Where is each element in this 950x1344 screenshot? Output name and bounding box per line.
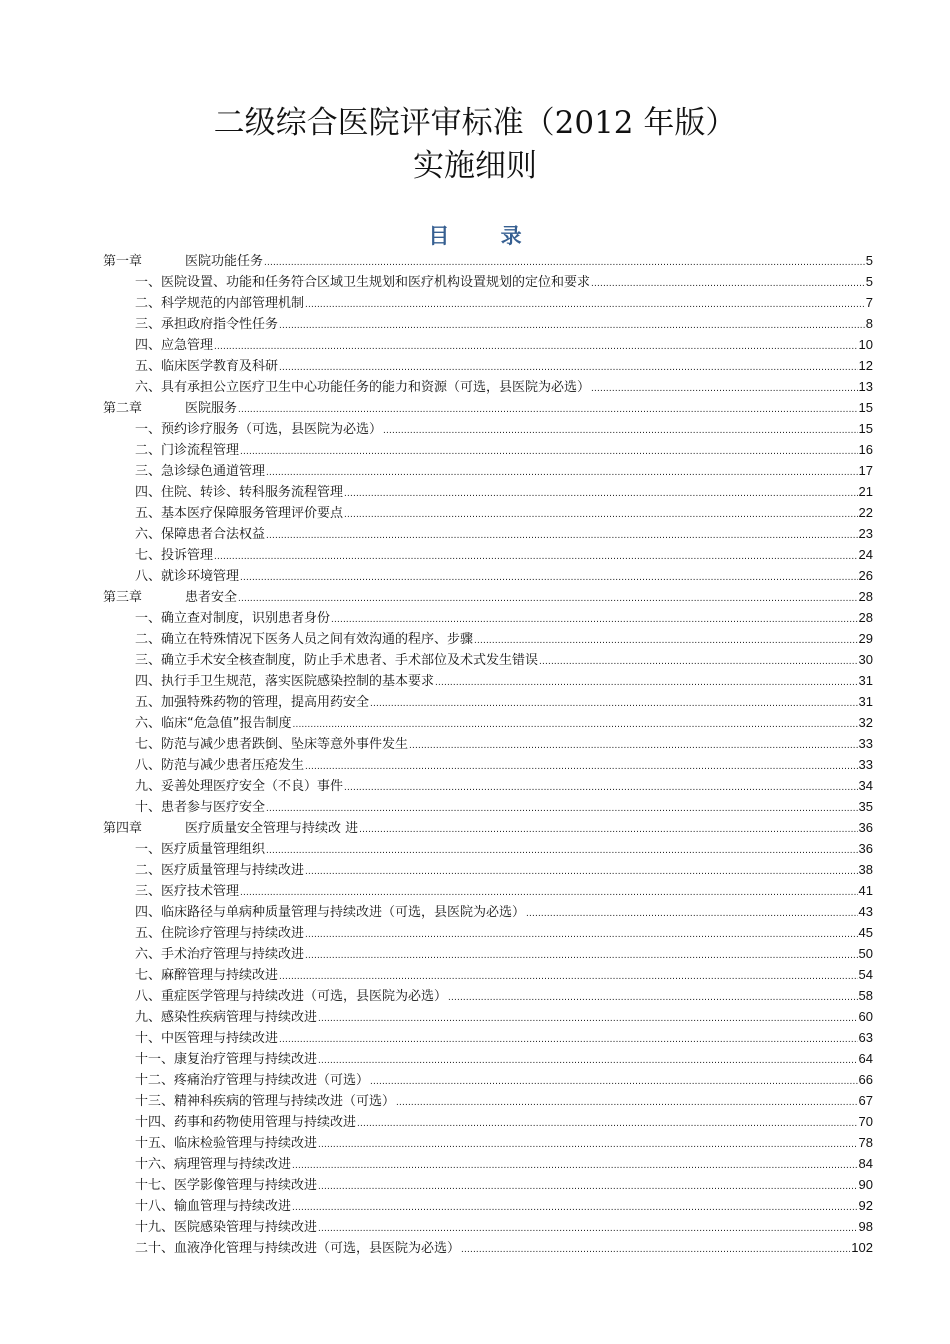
toc-entry-number: 十五、 bbox=[135, 1136, 175, 1151]
toc-entry-title: 临床路径与单病种质量管理与持续改进（可选，县医院为必选） bbox=[161, 905, 526, 920]
toc-section-entry[interactable] bbox=[103, 775, 873, 796]
toc-page-number: 34 bbox=[858, 778, 873, 793]
toc-page-number: 21 bbox=[858, 484, 873, 499]
toc-entry-number: 第二章 bbox=[103, 401, 143, 416]
toc-entry-number: 四、 bbox=[135, 905, 162, 920]
dot-leader bbox=[266, 525, 858, 546]
toc-section-entry[interactable] bbox=[103, 334, 873, 355]
dot-leader bbox=[240, 882, 858, 903]
toc-entry-number: 十三、 bbox=[135, 1094, 175, 1109]
toc-section-entry[interactable] bbox=[103, 922, 873, 943]
document-subtitle: 实施细则 bbox=[413, 148, 537, 184]
toc-entry-title: 临床“危急值”报告制度 bbox=[161, 716, 292, 731]
toc-entry-title: 门诊流程管理 bbox=[161, 443, 240, 458]
toc-entry-title: 住院、转诊、转科服务流程管理 bbox=[161, 485, 344, 500]
toc-entry-title: 急诊绿色通道管理 bbox=[161, 464, 266, 479]
toc-entry-number: 十二、 bbox=[135, 1073, 175, 1088]
toc-entry-number: 十九、 bbox=[135, 1220, 175, 1235]
toc-page-number: 38 bbox=[858, 862, 873, 877]
toc-entry-number: 二十、 bbox=[135, 1241, 175, 1256]
toc-entry-number: 六、 bbox=[135, 380, 162, 395]
toc-page-number: 36 bbox=[858, 841, 873, 856]
toc-entry-title: 手术治疗管理与持续改进 bbox=[161, 947, 305, 962]
toc-entry-number: 十六、 bbox=[135, 1157, 175, 1172]
dot-leader bbox=[539, 651, 858, 672]
dot-leader bbox=[318, 1176, 858, 1197]
toc-entry-number: 二、 bbox=[135, 863, 162, 878]
toc-page-number: 24 bbox=[858, 547, 873, 562]
toc-entry-number: 三、 bbox=[135, 464, 162, 479]
toc-entry-title: 医疗技术管理 bbox=[161, 884, 240, 899]
dot-leader bbox=[214, 546, 858, 567]
toc-page-number: 5 bbox=[865, 274, 873, 289]
toc-entry-number: 九、 bbox=[135, 1010, 162, 1025]
toc-entry-number: 三、 bbox=[135, 653, 162, 668]
toc-entry-number: 一、 bbox=[135, 275, 162, 290]
dot-leader bbox=[591, 378, 858, 399]
dot-leader bbox=[214, 336, 858, 357]
toc-page-number: 45 bbox=[858, 925, 873, 940]
dot-leader bbox=[264, 252, 865, 273]
toc-section-entry[interactable] bbox=[103, 670, 873, 691]
toc-section-entry[interactable] bbox=[103, 901, 873, 922]
toc-section-entry[interactable] bbox=[103, 943, 873, 964]
toc-page-number: 15 bbox=[858, 400, 873, 415]
toc-page-number: 16 bbox=[858, 442, 873, 457]
toc-entry-number: 一、 bbox=[135, 611, 162, 626]
toc-entry-number: 七、 bbox=[135, 968, 162, 983]
dot-leader bbox=[331, 609, 858, 630]
toc-section-entry[interactable] bbox=[103, 1174, 873, 1195]
toc-section-entry[interactable] bbox=[103, 481, 873, 502]
toc-section-entry[interactable] bbox=[103, 733, 873, 754]
toc-section-entry[interactable] bbox=[103, 502, 873, 523]
toc-section-entry[interactable] bbox=[103, 1195, 873, 1216]
toc-entry-title: 执行手卫生规范，落实医院感染控制的基本要求 bbox=[161, 674, 435, 689]
toc-page-number: 17 bbox=[858, 463, 873, 478]
toc-page-number: 31 bbox=[858, 673, 873, 688]
toc-page-number: 64 bbox=[858, 1051, 873, 1066]
toc-entry-title: 确立在特殊情况下医务人员之间有效沟通的程序、步骤 bbox=[161, 632, 474, 647]
toc-section-entry[interactable] bbox=[103, 712, 873, 733]
toc-entry-title: 预约诊疗服务（可选，县医院为必选） bbox=[161, 422, 383, 437]
toc-section-entry[interactable] bbox=[103, 1111, 873, 1132]
dot-leader bbox=[526, 903, 858, 924]
toc-entry-title: 麻醉管理与持续改进 bbox=[161, 968, 279, 983]
dot-leader bbox=[344, 504, 858, 525]
toc-section-entry[interactable] bbox=[103, 649, 873, 670]
toc-entry-title: 科学规范的内部管理机制 bbox=[161, 296, 305, 311]
toc-entry-title: 感染性疾病管理与持续改进 bbox=[161, 1010, 318, 1025]
toc-entry-number: 八、 bbox=[135, 758, 162, 773]
toc-section-entry[interactable] bbox=[103, 1027, 873, 1048]
toc-chapter-entry[interactable] bbox=[103, 817, 873, 838]
dot-leader bbox=[305, 924, 858, 945]
toc-entry-number: 十四、 bbox=[135, 1115, 175, 1130]
dot-leader bbox=[238, 588, 858, 609]
toc-entry-number: 八、 bbox=[135, 569, 162, 584]
toc-entry-number: 第三章 bbox=[103, 590, 143, 605]
dot-leader bbox=[292, 1197, 858, 1218]
toc-entry-title: 应急管理 bbox=[161, 338, 214, 353]
toc-page-number: 67 bbox=[858, 1093, 873, 1108]
toc-entry-title: 确立查对制度，识别患者身份 bbox=[161, 611, 331, 626]
dot-leader bbox=[409, 735, 858, 756]
dot-leader bbox=[357, 1113, 858, 1134]
dot-leader bbox=[370, 1071, 858, 1092]
toc-entry-number: 七、 bbox=[135, 737, 162, 752]
toc-page-number: 50 bbox=[858, 946, 873, 961]
toc-section-entry[interactable] bbox=[103, 1048, 873, 1069]
dot-leader bbox=[318, 1008, 858, 1029]
toc-page-number: 92 bbox=[858, 1198, 873, 1213]
toc-section-entry[interactable] bbox=[103, 607, 873, 628]
toc-entry-number: 第四章 bbox=[103, 821, 143, 836]
toc-page-number: 66 bbox=[858, 1072, 873, 1087]
toc-section-entry[interactable] bbox=[103, 838, 873, 859]
toc-entry-title: 投诉管理 bbox=[161, 548, 214, 563]
toc-entry-title: 医院服务 bbox=[185, 401, 238, 416]
toc-entry-number: 一、 bbox=[135, 422, 162, 437]
toc-entry-number: 五、 bbox=[135, 926, 162, 941]
table-of-contents bbox=[103, 250, 873, 1258]
toc-section-entry[interactable] bbox=[103, 439, 873, 460]
toc-section-entry[interactable] bbox=[103, 313, 873, 334]
toc-entry-title: 医疗质量管理与持续改进 bbox=[161, 863, 305, 878]
dot-leader bbox=[266, 798, 858, 819]
toc-entry-title: 医院感染管理与持续改进 bbox=[174, 1220, 318, 1235]
toc-heading: 目 录 bbox=[428, 224, 544, 248]
toc-section-entry[interactable] bbox=[103, 523, 873, 544]
dot-leader bbox=[279, 966, 858, 987]
toc-section-entry[interactable] bbox=[103, 355, 873, 376]
toc-section-entry[interactable] bbox=[103, 544, 873, 565]
dot-leader bbox=[370, 693, 858, 714]
dot-leader bbox=[435, 672, 858, 693]
toc-section-entry[interactable] bbox=[103, 796, 873, 817]
toc-entry-number: 十一、 bbox=[135, 1052, 175, 1067]
toc-entry-number: 二、 bbox=[135, 632, 162, 647]
toc-entry-title: 医疗质量安全管理与持续改 进 bbox=[185, 821, 359, 836]
toc-page-number: 12 bbox=[858, 358, 873, 373]
dot-leader bbox=[279, 1029, 858, 1050]
toc-page-number: 15 bbox=[858, 421, 873, 436]
toc-entry-number: 九、 bbox=[135, 779, 162, 794]
toc-entry-title: 具有承担公立医疗卫生中心功能任务的能力和资源（可选，县医院为必选） bbox=[161, 380, 591, 395]
toc-entry-title: 医疗质量管理组织 bbox=[161, 842, 266, 857]
toc-page-number: 7 bbox=[865, 295, 873, 310]
toc-entry-title: 输血管理与持续改进 bbox=[174, 1199, 292, 1214]
toc-page-number: 23 bbox=[858, 526, 873, 541]
toc-entry-title: 患者安全 bbox=[185, 590, 238, 605]
toc-chapter-entry[interactable] bbox=[103, 250, 873, 271]
toc-page-number: 98 bbox=[858, 1219, 873, 1234]
toc-page-number: 90 bbox=[858, 1177, 873, 1192]
dot-leader bbox=[344, 777, 858, 798]
toc-page-number: 10 bbox=[858, 337, 873, 352]
dot-leader bbox=[396, 1092, 858, 1113]
toc-chapter-entry[interactable] bbox=[103, 397, 873, 418]
toc-entry-number: 六、 bbox=[135, 947, 162, 962]
toc-entry-title: 住院诊疗管理与持续改进 bbox=[161, 926, 305, 941]
toc-entry-title: 就诊环境管理 bbox=[161, 569, 240, 584]
dot-leader bbox=[305, 945, 858, 966]
toc-page-number: 28 bbox=[858, 610, 873, 625]
dot-leader bbox=[591, 273, 865, 294]
toc-entry-number: 一、 bbox=[135, 842, 162, 857]
toc-entry-number: 三、 bbox=[135, 884, 162, 899]
toc-section-entry[interactable] bbox=[103, 1132, 873, 1153]
toc-page-number: 102 bbox=[851, 1240, 873, 1255]
toc-entry-title: 确立手术安全核查制度，防止手术患者、手术部位及术式发生错误 bbox=[161, 653, 539, 668]
toc-section-entry[interactable] bbox=[103, 418, 873, 439]
toc-entry-number: 七、 bbox=[135, 548, 162, 563]
toc-entry-title: 医院设置、功能和任务符合区域卫生规划和医疗机构设置规划的定位和要求 bbox=[161, 275, 591, 290]
toc-section-entry[interactable] bbox=[103, 376, 873, 397]
dot-leader bbox=[359, 819, 857, 840]
toc-entry-title: 加强特殊药物的管理，提高用药安全 bbox=[161, 695, 370, 710]
document-title: 二级综合医院评审标准（2012 年版） bbox=[213, 105, 737, 141]
dot-leader bbox=[305, 861, 858, 882]
toc-entry-title: 中医管理与持续改进 bbox=[161, 1031, 279, 1046]
toc-entry-title: 疼痛治疗管理与持续改进（可选） bbox=[174, 1073, 370, 1088]
dot-leader bbox=[279, 315, 865, 336]
toc-section-entry[interactable] bbox=[103, 985, 873, 1006]
toc-section-entry[interactable] bbox=[103, 691, 873, 712]
toc-entry-number: 四、 bbox=[135, 485, 162, 500]
dot-leader bbox=[318, 1050, 858, 1071]
toc-section-entry[interactable] bbox=[103, 1069, 873, 1090]
toc-entry-number: 八、 bbox=[135, 989, 162, 1004]
toc-entry-title: 保障患者合法权益 bbox=[161, 527, 266, 542]
toc-section-entry[interactable] bbox=[103, 271, 873, 292]
toc-entry-number: 十、 bbox=[135, 1031, 162, 1046]
dot-leader bbox=[448, 987, 858, 1008]
toc-entry-number: 六、 bbox=[135, 716, 162, 731]
toc-page-number: 36 bbox=[858, 820, 873, 835]
dot-leader bbox=[305, 294, 865, 315]
toc-entry-title: 医学影像管理与持续改进 bbox=[174, 1178, 318, 1193]
toc-entry-title: 临床医学教育及科研 bbox=[161, 359, 279, 374]
toc-entry-title: 重症医学管理与持续改进（可选，县医院为必选） bbox=[161, 989, 448, 1004]
toc-page-number: 26 bbox=[858, 568, 873, 583]
toc-page-number: 33 bbox=[858, 757, 873, 772]
toc-page-number: 30 bbox=[858, 652, 873, 667]
toc-entry-title: 妥善处理医疗安全（不良）事件 bbox=[161, 779, 344, 794]
toc-entry-title: 防范与减少患者压疮发生 bbox=[161, 758, 305, 773]
toc-chapter-entry[interactable] bbox=[103, 586, 873, 607]
toc-entry-title: 康复治疗管理与持续改进 bbox=[174, 1052, 318, 1067]
toc-entry-title: 血液净化管理与持续改进（可选，县医院为必选） bbox=[174, 1241, 461, 1256]
toc-section-entry[interactable] bbox=[103, 1090, 873, 1111]
dot-leader bbox=[474, 630, 858, 651]
dot-leader bbox=[318, 1134, 858, 1155]
toc-entry-number: 四、 bbox=[135, 674, 162, 689]
toc-entry-number: 五、 bbox=[135, 359, 162, 374]
toc-section-entry[interactable] bbox=[103, 460, 873, 481]
toc-page-number: 31 bbox=[858, 694, 873, 709]
toc-section-entry[interactable] bbox=[103, 1216, 873, 1237]
toc-page-number: 63 bbox=[858, 1030, 873, 1045]
toc-entry-title: 临床检验管理与持续改进 bbox=[174, 1136, 318, 1151]
toc-page-number: 22 bbox=[858, 505, 873, 520]
toc-page-number: 78 bbox=[858, 1135, 873, 1150]
toc-page-number: 60 bbox=[858, 1009, 873, 1024]
toc-section-entry[interactable] bbox=[103, 565, 873, 586]
toc-section-entry[interactable] bbox=[103, 292, 873, 313]
toc-entry-number: 六、 bbox=[135, 527, 162, 542]
toc-page-number: 28 bbox=[858, 589, 873, 604]
toc-page-number: 43 bbox=[858, 904, 873, 919]
toc-section-entry[interactable] bbox=[103, 1237, 873, 1258]
toc-entry-number: 二、 bbox=[135, 443, 162, 458]
toc-section-entry[interactable] bbox=[103, 1153, 873, 1174]
dot-leader bbox=[305, 756, 858, 777]
toc-section-entry[interactable] bbox=[103, 754, 873, 775]
toc-page-number: 5 bbox=[865, 253, 873, 268]
toc-entry-title: 基本医疗保障服务管理评价要点 bbox=[161, 506, 344, 521]
toc-section-entry[interactable] bbox=[103, 859, 873, 880]
dot-leader bbox=[240, 567, 858, 588]
toc-section-entry[interactable] bbox=[103, 880, 873, 901]
toc-page-number: 35 bbox=[858, 799, 873, 814]
toc-entry-title: 患者参与医疗安全 bbox=[161, 800, 266, 815]
dot-leader bbox=[240, 441, 858, 462]
toc-page-number: 41 bbox=[858, 883, 873, 898]
dot-leader bbox=[238, 399, 858, 420]
dot-leader bbox=[293, 714, 858, 735]
toc-entry-number: 五、 bbox=[135, 506, 162, 521]
toc-entry-title: 药事和药物使用管理与持续改进 bbox=[174, 1115, 357, 1130]
toc-page-number: 33 bbox=[858, 736, 873, 751]
dot-leader bbox=[266, 840, 858, 861]
toc-entry-title: 防范与减少患者跌倒、坠床等意外事件发生 bbox=[161, 737, 409, 752]
dot-leader bbox=[266, 462, 858, 483]
toc-page-number: 70 bbox=[858, 1114, 873, 1129]
toc-entry-number: 四、 bbox=[135, 338, 162, 353]
toc-page-number: 58 bbox=[858, 988, 873, 1003]
dot-leader bbox=[292, 1155, 858, 1176]
toc-entry-title: 病理管理与持续改进 bbox=[174, 1157, 292, 1172]
dot-leader bbox=[279, 357, 858, 378]
toc-section-entry[interactable] bbox=[103, 1006, 873, 1027]
toc-entry-number: 十七、 bbox=[135, 1178, 175, 1193]
toc-entry-number: 五、 bbox=[135, 695, 162, 710]
dot-leader bbox=[383, 420, 858, 441]
toc-entry-number: 十、 bbox=[135, 800, 162, 815]
toc-entry-number: 三、 bbox=[135, 317, 162, 332]
toc-entry-title: 精神科疾病的管理与持续改进（可选） bbox=[174, 1094, 396, 1109]
toc-section-entry[interactable] bbox=[103, 628, 873, 649]
toc-page-number: 13 bbox=[858, 379, 873, 394]
dot-leader bbox=[461, 1239, 850, 1260]
dot-leader bbox=[344, 483, 858, 504]
toc-entry-title: 承担政府指令性任务 bbox=[161, 317, 279, 332]
toc-page-number: 8 bbox=[865, 316, 873, 331]
toc-page-number: 32 bbox=[858, 715, 873, 730]
toc-page-number: 54 bbox=[858, 967, 873, 982]
toc-page-number: 84 bbox=[858, 1156, 873, 1171]
toc-entry-number: 十八、 bbox=[135, 1199, 175, 1214]
toc-section-entry[interactable] bbox=[103, 964, 873, 985]
toc-page-number: 29 bbox=[858, 631, 873, 646]
toc-entry-number: 第一章 bbox=[103, 254, 143, 269]
toc-entry-number: 二、 bbox=[135, 296, 162, 311]
dot-leader bbox=[318, 1218, 858, 1239]
toc-entry-title: 医院功能任务 bbox=[185, 254, 264, 269]
